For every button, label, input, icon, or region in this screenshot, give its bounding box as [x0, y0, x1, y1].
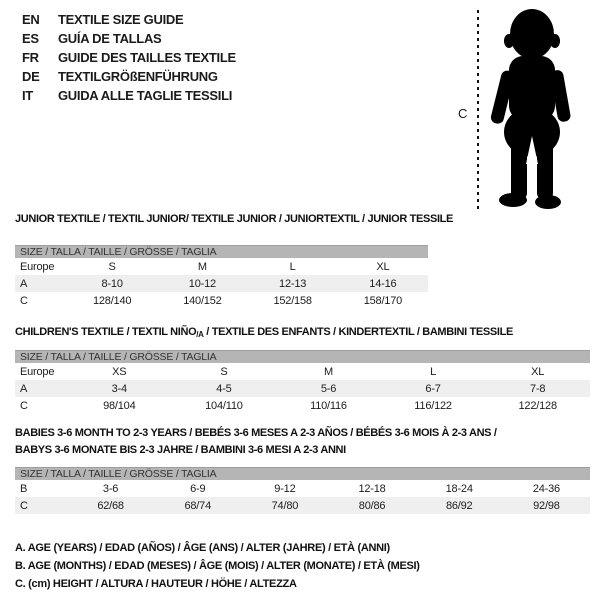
size-table	[15, 363, 590, 414]
language-label: GUIDE DES TAILLES TEXTILE	[58, 50, 236, 65]
size-table-block	[15, 212, 454, 309]
size-value-cell: 110/116	[310, 399, 347, 412]
size-value-cell: XL	[531, 365, 545, 378]
size-value-cell: 98/104	[103, 399, 136, 412]
size-value-cell: 7-8	[530, 382, 546, 395]
size-table	[15, 258, 428, 309]
size-table-block	[15, 325, 590, 414]
table-title: JUNIOR TEXTILE / TEXTIL JUNIOR/ TEXTILE JUNIOR / JUNIORTEXTIL / JUNIOR TESSILE	[15, 213, 454, 225]
table-row	[15, 497, 590, 514]
language-row	[22, 29, 236, 48]
footnotes	[15, 539, 420, 593]
language-row	[22, 10, 236, 29]
size-value-cell: 62/68	[97, 499, 124, 512]
language-list	[22, 10, 236, 105]
table-row	[15, 397, 590, 414]
language-label: TEXTILGRÖßENFÜHRUNG	[58, 69, 218, 84]
size-value-cell: 5-6	[320, 382, 337, 395]
table-row	[15, 363, 590, 380]
height-measure-label: C	[458, 106, 468, 121]
row-label-cell: B	[20, 482, 28, 495]
footnote-b: B. AGE (MONTHS) / EDAD (MESES) / ÂGE (MOIS) / ALTER (MONATE) / ETÀ (MESI)	[15, 560, 420, 572]
size-value-cell: 14-16	[369, 277, 397, 290]
row-label-cell: C	[20, 294, 28, 307]
language-code: FR	[22, 50, 39, 65]
language-label: TEXTILE SIZE GUIDE	[58, 12, 184, 27]
size-value-cell: 12-13	[279, 277, 307, 290]
language-row	[22, 48, 236, 67]
size-value-cell: L	[289, 260, 296, 273]
size-value-cell: M	[197, 260, 207, 273]
language-code: ES	[22, 31, 39, 46]
size-value-cell: 3-6	[102, 482, 119, 495]
size-value-cell: 18-24	[445, 482, 473, 495]
row-label-cell: Europe	[20, 260, 55, 273]
table-row	[15, 275, 428, 292]
language-row	[22, 86, 236, 105]
title-subscript: /A	[196, 330, 204, 339]
size-value-cell: 104/110	[205, 399, 243, 412]
size-value-cell: 92/98	[533, 499, 560, 512]
size-value-cell: XS	[112, 365, 127, 378]
size-value-cell: 68/74	[184, 499, 211, 512]
table-row	[15, 380, 590, 397]
size-value-cell: L	[430, 365, 437, 378]
size-value-cell: 12-18	[358, 482, 386, 495]
size-value-cell: 9-12	[274, 482, 296, 495]
size-value-cell: 24-36	[532, 482, 560, 495]
size-value-cell: 152/158	[273, 294, 312, 307]
language-code: IT	[22, 88, 33, 103]
size-value-cell: 86/92	[445, 499, 473, 512]
language-code: DE	[22, 69, 40, 84]
height-measure-dashed-line	[477, 10, 479, 210]
size-value-cell: 6-7	[425, 382, 441, 395]
row-label-cell: A	[20, 382, 28, 395]
row-label-cell: Europe	[20, 365, 55, 378]
size-value-cell: 74/80	[271, 499, 299, 512]
table-row	[15, 258, 428, 275]
size-value-cell: 122/128	[518, 399, 557, 412]
baby-silhouette-icon	[482, 6, 588, 212]
size-header-bar: SIZE / TALLA / TAILLE / GRÖSSE / TAGLIA	[15, 467, 590, 480]
size-header-bar: SIZE / TALLA / TAILLE / GRÖSSE / TAGLIA	[15, 350, 590, 363]
size-value-cell: M	[324, 365, 333, 378]
footnote-a: A. AGE (YEARS) / EDAD (AÑOS) / ÂGE (ANS) / ALTER (JAHRE) / ETÀ (ANNI)	[15, 542, 390, 554]
row-label-cell: A	[20, 277, 28, 290]
size-value-cell: S	[108, 260, 116, 273]
footnote-c: C. (cm) HEIGHT / ALTURA / HAUTEUR / HÖHE / ALTEZZA	[15, 578, 297, 590]
size-table	[15, 480, 590, 514]
size-value-cell: XL	[376, 260, 390, 273]
size-value-cell: 8-10	[101, 277, 123, 290]
language-label: GUIDA ALLE TAGLIE TESSILI	[58, 88, 233, 103]
size-value-cell: S	[220, 365, 228, 378]
size-value-cell: 80/86	[358, 499, 386, 512]
size-value-cell: 3-4	[111, 382, 127, 395]
table-title: BABIES 3-6 MONTH TO 2-3 YEARS / BEBÉS 3-6 MESES A 2-3 AÑOS / BÉBÉS 3-6 MOIS À 2-3 ANS / BABYS 3-6 MONATE BIS 2-3 JAHRE / BAMBINI 3-6 MESI A 2-3 ANNI	[15, 427, 497, 456]
table-title: CHILDREN'S TEXTILE / TEXTIL $NIÑO_{/A}$ / TEXTILE DES ENFANTS / KINDERTEXTIL / BAMBINI TESSILE	[15, 326, 513, 339]
baby-figure-area	[458, 6, 588, 212]
size-header-bar: SIZE / TALLA / TAILLE / GRÖSSE / TAGLIA	[15, 245, 428, 258]
language-label: GUÍA DE TALLAS	[58, 31, 162, 46]
language-code: EN	[22, 12, 40, 27]
size-value-cell: 128/140	[92, 294, 132, 307]
size-value-cell: 158/170	[363, 294, 403, 307]
language-row	[22, 67, 236, 86]
row-label-cell: C	[20, 399, 28, 412]
size-value-cell: 140/152	[183, 294, 222, 307]
row-label-cell: C	[20, 499, 28, 512]
size-value-cell: 10-12	[188, 277, 216, 290]
table-row	[15, 480, 590, 497]
size-value-cell: 4-5	[216, 382, 232, 395]
size-table-block	[15, 425, 590, 514]
size-value-cell: 116/122	[414, 399, 452, 412]
table-row	[15, 292, 428, 309]
size-value-cell: 6-9	[190, 482, 206, 495]
